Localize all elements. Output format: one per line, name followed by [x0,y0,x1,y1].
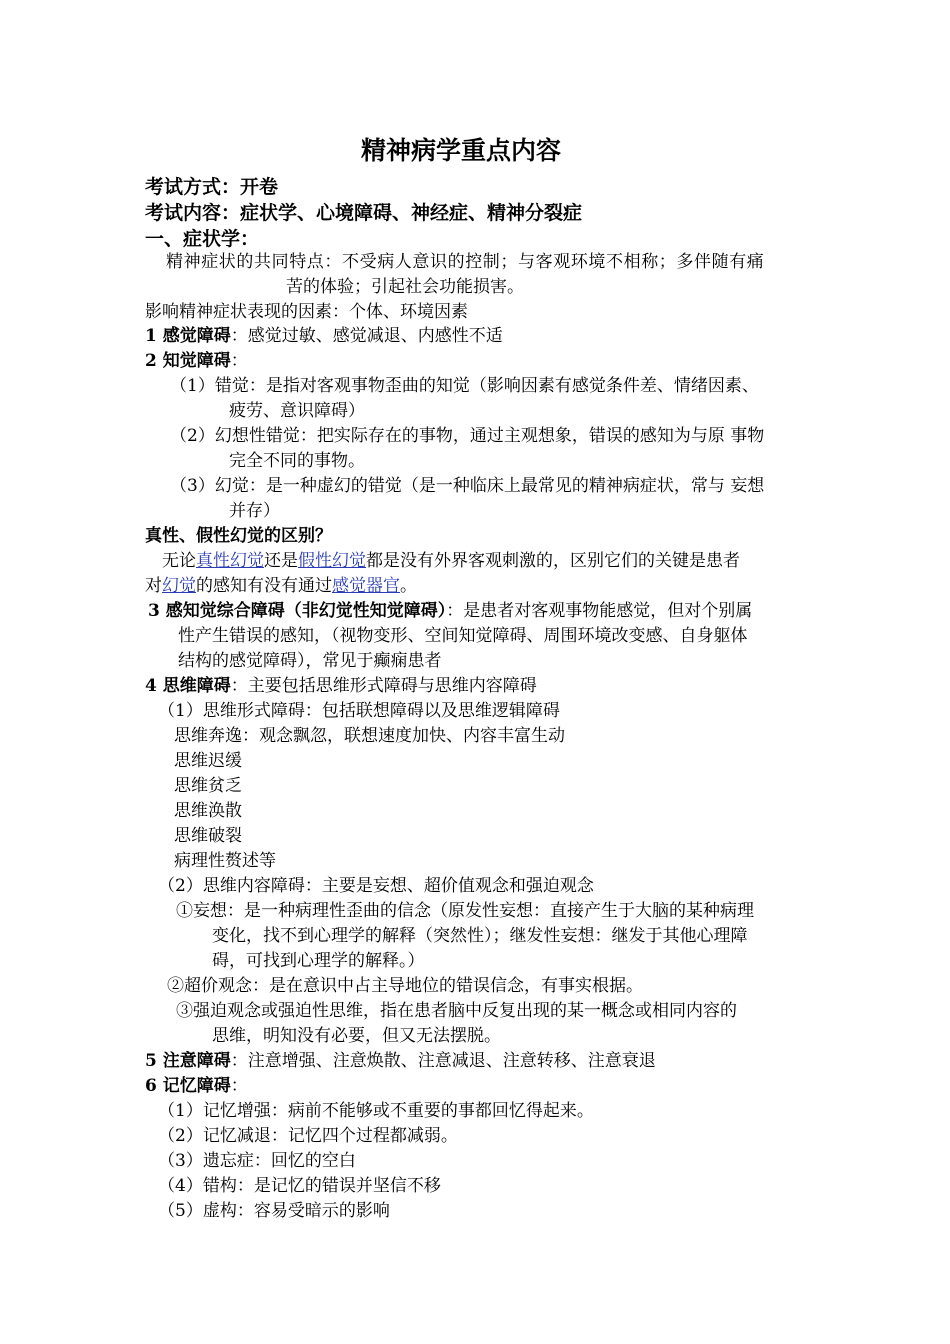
thought-form-item: 思维奔逸：观念飘忽，联想速度加快、内容丰富生动 [174,726,565,746]
item-memory-disorder [145,1074,248,1099]
thought-form-item: 思维破裂 [174,826,242,846]
item-perception-disorder [145,349,248,374]
answer-text: 的感知有没有通过 [196,576,332,596]
answer-line2 [145,574,417,599]
thought-form-item: 思维贫乏 [174,776,242,796]
link-hallucination[interactable]: 幻觉 [162,576,196,596]
common-features-text: 精神症状的共同特点：不受病人意识的控制；与客观环境不相称；多伴随有痛 [166,252,765,272]
illusion-line2: 疲劳、意识障碍） [229,401,365,421]
delusion-line2: 变化，找不到心理学的解释（突然性）；继发性妄想：继发于其他心理障 [212,926,748,946]
memory-item: （2）记忆减退：记忆四个过程都减弱。 [158,1126,458,1146]
thought-form-item: 思维涣散 [174,801,242,821]
page-title: 精神病学重点内容 [361,136,562,165]
hallucination-line1: （3）幻觉：是一种虚幻的错觉（是一种临床上最常见的精神病症状，常与 妄想 [170,476,765,496]
item-psychosensory-disorder [148,599,752,624]
thought-form-item: 思维迟缓 [174,751,242,771]
answer-text: 无论 [162,551,196,571]
psychosensory-line3: 结构的感觉障碍），常见于癫痫患者 [178,651,442,671]
obsession-line2: 思维，明知没有必要，但又无法摆脱。 [212,1026,501,1046]
pareidolia-line1: （2）幻想性错觉：把实际存在的事物，通过主观想象，错误的感知为与原 事物 [170,426,765,446]
answer-text: 还是 [264,551,298,571]
answer-text: 都是没有外界客观刺激的，区别它们的关键是患者 [366,551,740,571]
item-text: ： [230,351,248,371]
memory-item: （1）记忆增强：病前不能够或不重要的事都回忆得起来。 [158,1101,594,1121]
item-thinking-disorder [145,674,537,699]
item-text: ：感觉过敏、感觉减退、内感性不适 [230,326,503,346]
item-heading: 3 感知觉综合障碍（非幻觉性知觉障碍） [148,601,447,621]
item-heading: 6 记忆障碍 [145,1076,231,1096]
delusion-line3: 碍，可找到心理学的解释。） [212,951,425,971]
memory-item: （4）错构：是记忆的错误并坚信不移 [158,1176,441,1196]
common-features-line2: 苦的体验；引起社会功能损害。 [286,277,524,297]
item-text: ： [230,1076,248,1096]
item-text: ：主要包括思维形式障碍与思维内容障碍 [230,676,537,696]
memory-item: （3）遗忘症：回忆的空白 [158,1151,356,1171]
section-heading-symptomatology: 一、症状学： [145,228,260,250]
illusion-line1: （1）错觉：是指对客观事物歪曲的知觉（影响因素有感觉条件差、情绪因素、 [170,376,759,396]
thought-content-heading: （2）思维内容障碍：主要是妄想、超价值观念和强迫观念 [158,876,594,896]
delusion-line1: ①妄想：是一种病理性歪曲的信念（原发性妄想：直接产生于大脑的某种病理 [176,901,754,921]
item-text: ：注意增强、注意焕散、注意减退、注意转移、注意衰退 [230,1051,656,1071]
thought-form-item: 病理性赘述等 [174,851,276,871]
thought-form-heading: （1）思维形式障碍：包括联想障碍以及思维逻辑障碍 [158,701,560,721]
answer-line1 [162,549,740,574]
item-attention-disorder [145,1049,656,1074]
exam-content: 考试内容：症状学、心境障碍、神经症、精神分裂症 [145,202,583,224]
link-pseudo-hallucination[interactable]: 假性幻觉 [298,551,366,571]
answer-text: 。 [400,576,417,596]
item-heading: 1 感觉障碍 [145,326,231,346]
link-true-hallucination[interactable]: 真性幻觉 [196,551,264,571]
memory-item: （5）虚构：容易受暗示的影响 [158,1201,390,1221]
item-heading: 2 知觉障碍 [145,351,231,371]
influencing-factors: 影响精神症状表现的因素：个体、环境因素 [145,302,468,322]
item-text: ：是患者对客观事物能感觉，但对个别属 [446,601,753,621]
link-sense-organ[interactable]: 感觉器官 [332,576,400,596]
item-heading: 4 思维障碍 [145,676,231,696]
pareidolia-line2: 完全不同的事物。 [229,451,365,471]
item-heading: 5 注意障碍 [145,1051,231,1071]
psychosensory-line2: 性产生错误的感知，（视物变形、空间知觉障碍、周围环境改变感、自身躯体 [178,626,748,646]
hallucination-line2: 并存） [229,501,280,521]
exam-method: 考试方式：开卷 [145,176,279,198]
question-heading: 真性、假性幻觉的区别？ [145,526,332,546]
answer-text: 对 [145,576,162,596]
item-sensory-disorder [145,324,503,349]
obsession-line1: ③强迫观念或强迫性思维，指在患者脑中反复出现的某一概念或相同内容的 [176,1001,737,1021]
common-features-line1 [166,250,807,275]
overvalued-idea: ②超价观念：是在意识中占主导地位的错误信念，有事实根据。 [167,976,643,996]
